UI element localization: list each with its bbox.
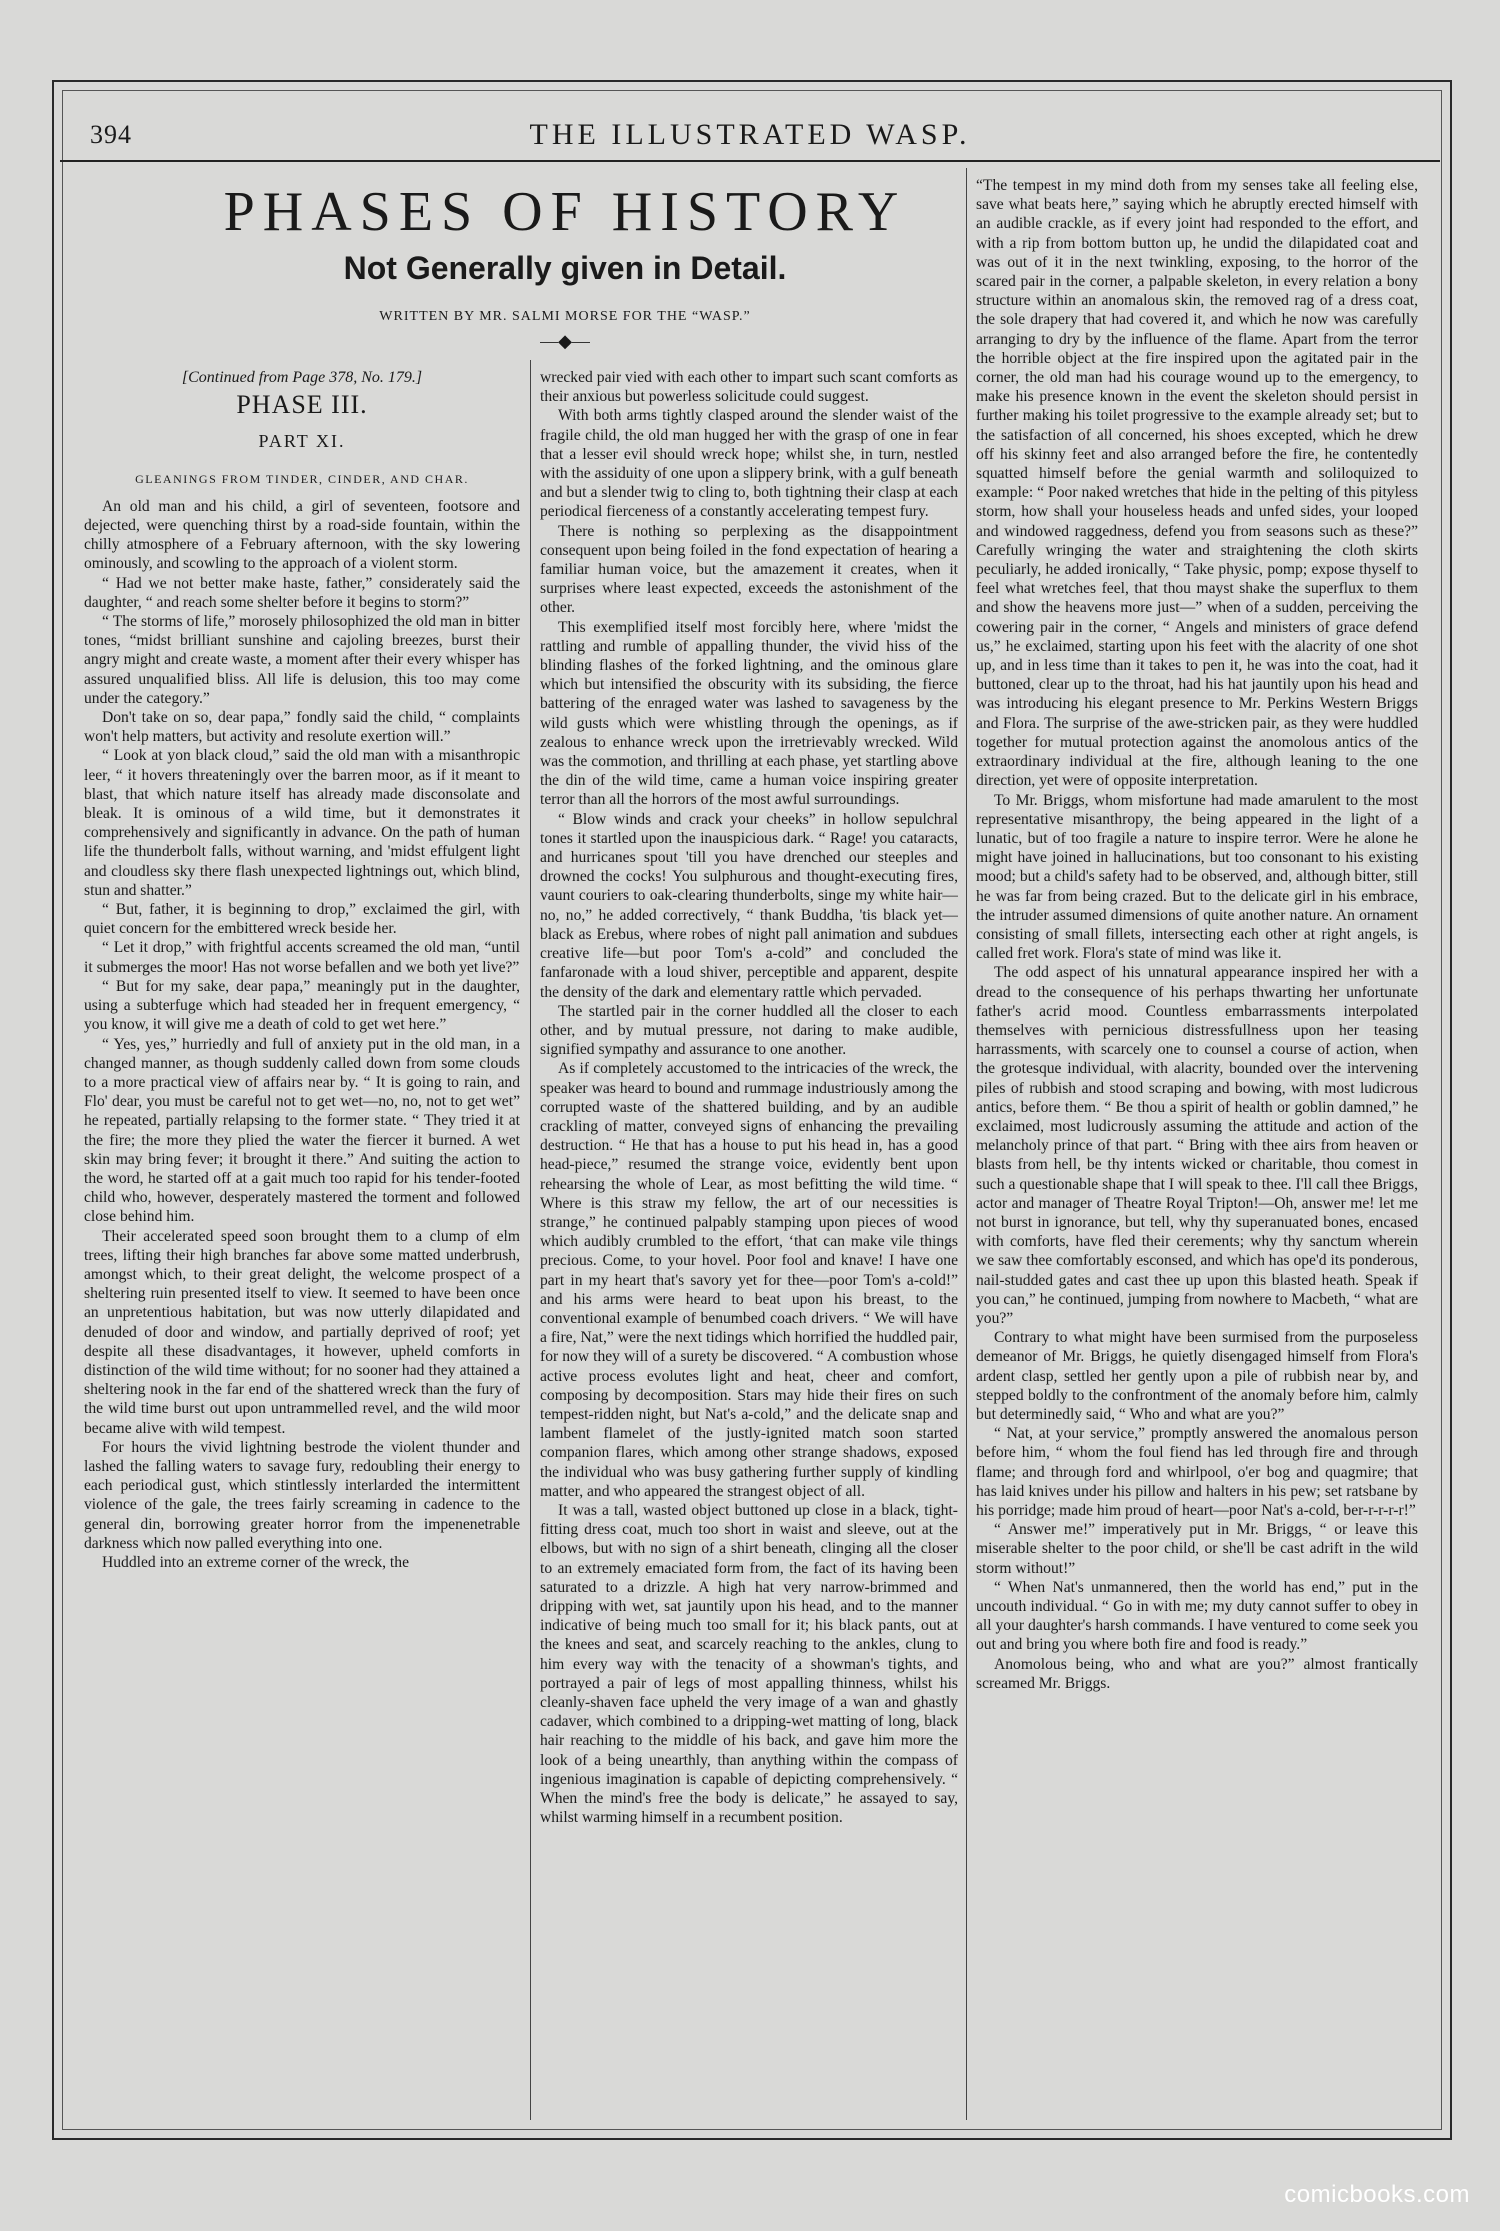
paragraph: There is nothing so perplexing as the disappointment consequent upon being foiled in the fond expectation of hearing a familiar human voice, but the amazement it creates, when it surprises where least expected, exceeds the astonishment of the other. [540,522,958,617]
paragraph: It was a tall, wasted object buttoned up close in a black, tight-fitting dress coat, much too short in waist and sleeve, out at the elbows, but with no sign of a shirt beneath, clinging all the closer to an extremely emaciated form from, the fact of its having been saturated to a drizzle. A high hat very narrow-brimmed and dripping with wet, sat jauntily upon his head, and to the manner indicative of being much too small for it; his black pants, out at the knees and seat, and scarcely reaching to the ankles, clung to him every way with the tenacity of a showman's tights, and portrayed a pair of legs of most appalling thinness, whilst his cleanly-shaven face upheld the very image of a wan and ghastly cadaver, which combined to a dripping-wet matting of long, black hair reaching to the middle of his back, and gave him more the look of a being unearthly, than anything within the compass of ingenious imagination is capable of depicting comprehensively. “ When the mind's free the body is delicate,” he assayed to say, whilst warming himself in a recumbent position. [540,1501,958,1827]
article-column-3 [976,176,1418,2128]
paragraph: “ Yes, yes,” hurriedly and full of anxiety put in the old man, in a changed manner, as though suddenly called down from some clouds to a more practical view of affairs near by. “ It is going to rain, and Flo' dear, you must be careful not to get wet—no, no, not to get wet” he repeated, partially relapsing to the former state. “ They tried it at the fire; the more they plied the water the fiercer it burned. A wet skin may bring fever; it brought it there.” And suiting the action to the word, he started off at a gait much too rapid for his tender-footed child who, however, desperately mastered the torment and followed close behind him. [84,1035,520,1226]
paragraph: “ Let it drop,” with frightful accents screamed the old man, “until it submerges the moor! Has not worse befallen and we both yet live?” [84,939,520,976]
paragraph: “ The storms of life,” morosely philosophized the old man in bitter tones, “midst brilliant sunshine and cajoling breezes, burst their angry might and create waste, a moment after their every whisper has assured unqualified bliss. All life is delusion, this too may come under the category.” [84,613,520,707]
paragraph: “The tempest in my mind doth from my senses take all feeling else, save what beats here,” saying which he abruptly erected himself with an audible crackle, as if every joint had responded to the effort, and with a rip from bottom button up, he undid the dilapidated coat and was out of it in the next twinkling, exposing, to the horror of the scared pair in the corner, a palpable skeleton, in every relation a bony structure within an anomalous skin, the removed rag of a dress coat, the sole drapery that had covered it, and which he now was carefully arranging to dry by the influence of the flame. Apart from the terror the horrible object at the fire inspired upon the agitated pair in the corner, the old man had his courage wound up to the emergency, to make his presence known in the event the skeleton should persist in further making his toilet progressive to the example already set; but to the satisfaction of all concerned, his shoes excepted, which he drew off his skinny feet and also arranged before the fire, he contentedly squatted himself before the genial warmth and soliloquized to example: “ Poor naked wretches that hide in the pelting of this pityless storm, how shall your houseless heads and unfed sides, your looped and windowed raggedness, defend you from seasons such as these?” Carefully wringing the water and straightening the cloth skirts peculiarly, he added ironically, “ Take physic, pomp; expose thyself to feel what wretches feel, that thou mayst shake the superflux to them and show the heavens more just—” when of a sudden, perceiving the cowering pair in the corner, “ Angels and ministers of grace defend us,” he exclaimed, starting upon his feet with the alacrity of one shot up, and in less time than it takes to pen it, he was into the coat, had it buttoned, clear up to the throat, had his hat jauntily upon his head and was introducing his elegant presence to Mr. Perkins Western Briggs and Flora. The surprise of the awe-stricken pair, as they were huddled together for mutual protection against the anomolous antics of the extraordinary individual at the fire, although leaning to the one direction, yet were of opposite interpretation. [976,177,1418,790]
column-2-body [540,368,958,1827]
continued-note: [Continued from Page 378, No. 179.] [181,369,423,386]
page-header [60,108,1440,158]
paragraph: Their accelerated speed soon brought them to a clump of elm trees, lifting their high branches far above some matted underbrush, amongst which, to their great delight, the welcome prospect of a sheltering ruin presented itself to view. It seemed to have been once an unpretentious habitation, but was now utterly dilapidated and denuded of door and window, and partially deprived of roof; yet despite all these disadvantages, it however, upheld comforts in distinction of the wild time without; for no sooner had they attained a sheltering nook in the far end of the shattered wreck than the fury of the wild time burst out upon untrammelled revel, and the wild moor became alive with wild tempest. [84,1227,520,1437]
paragraph: To Mr. Briggs, whom misfortune had made amarulent to the most representative misanthropy, the being appeared in the light of a lunatic, but of too fragile a nature to inspire terror. Were he alone he might have joined in hallucinations, but too consonant to his existing mood; but a child's safety had to be observed, and, although bitter, still he was far from being crazed. But to the delicate girl in his embrace, the intruder assumed dimensions of quite another nature. An ornament consisting of small fillets, intersecting each other at right angels, is called fret work. Flora's state of mind was like it. [976,791,1418,963]
header-rule [60,160,1440,162]
paragraph: “ Nat, at your service,” promptly answered the anomalous person before him, “ whom the foul fiend has led through fire and through flame; and through ford and whirlpool, o'er bog and quagmire; that has laid knives under his pillow and halters in his pew; set ratsbane by his porridge; made him proud of heart—poor Nat's a-cold, ber-r-r-r-r!” [976,1425,1418,1520]
paragraph: “ Answer me!” imperatively put in Mr. Briggs, “ or leave this miserable shelter to the poor child, or she'll be cast adrift in the wild storm without!” [976,1521,1418,1577]
paragraph: As if completely accustomed to the intricacies of the wreck, the speaker was heard to bound and rummage industriously among the corrupted waste of the shattered building, and by an audible crackling of matter, conveyed signs of enhancing the prevailing destruction. “ He that has a house to put his head in, has a good head-piece,” resumed the strange voice, evidently bent upon rehearsing the whole of Lear, as most befitting the wild time. “ Where is this straw my fellow, the art of our necessities is strange,” he continued palpably stamping upon pieces of wood which audibly crumbled to the effort, ‘that can make vile things precious. Come, to your hovel. Poor fool and knave! I have one part in my heart that's savory yet for thee—poor Tom's a-cold!” and his arms were heard to beat upon his breast, to the conventional example of benumbed coach drivers. “ We will have a fire, Nat,” were the next tidings which horrified the huddled pair, for now they will of a surety be discovered. “ A combustion whose active process evolutes light and heat, cheer and comfort, composing by decomposition. Stars may hide their fires on such tempest-ridden night, but Nat's a-cold,” and the delicate snap and lambent flamelet of the justly-ignited match soon started companion flares, which among other strange shadows, exposed the individual who was busy gathering further supply of kindling matter, and who appeared the strangest object of all. [540,1060,958,1500]
paragraph: Contrary to what might have been surmised from the purposeless demeanor of Mr. Briggs, he quietly disengaged himself from Flora's ardent clasp, settled her gently upon a pile of rubbish near by, and stepped boldly to the confrontment of the anomaly before him, calmly but determinedly said, “ Who and what are you?” [976,1329,1418,1423]
paragraph: For hours the vivid lightning bestrode the violent thunder and lashed the falling waters to savage fury, redoubling their energy to each periodical gust, which stintlessly interlarded the intermittent violence of the gale, the trees fairly screaming in cadence to the general din, borrowing greater horror from the impenenetrable darkness which now palled everything into one. [84,1438,520,1552]
article-subhead: Not Generally given in Detail. [343,250,787,286]
paragraph: “ Had we not better make haste, father,” considerately said the daughter, “ and reach some shelter before it begins to storm?” [84,574,520,611]
article-column-2 [540,368,958,2128]
paragraph: “ Blow winds and crack your cheeks” in hollow sepulchral tones it startled upon the inauspicious dark. “ Rage! you cataracts, and hurricanes spout 'till you have drenched our steeples and drowned the cocks! You sulphurous and thought-executing fires, vaunt couriers to oak-clearing thunderbolts, singe my white hair—no, no,” he added correctively, “ thank Buddha, 'tis black yet—black as Erebus, where robes of night pall animation and subdues creative life—but poor Tom's a-cold” and concluded the fanfaronade with a loud shiver, perceptible and apparent, despite the density of the dark and elementary rattle which pervaded. [540,810,958,1001]
article-column-1 [84,368,520,2128]
column-divider-2 [966,168,967,2120]
paragraph: wrecked pair vied with each other to impart such scant comforts as their anxious but powerless solicitude could suggest. [540,369,958,406]
column-3-body [976,176,1418,1693]
paragraph: “ Look at yon black cloud,” said the old man with a misanthropic leer, “ it hovers threateningly over the barren moor, as if it meant to blast, that which nature itself has already made disconsolate and bleak. It is ominous of a wild time, but it demonstrates it comprehensively and significantly in advance. On the path of human life the thunderbolt falls, without warning, and 'midst effulgent light and cloudless sky there flash unexpected lightnings out, which blind, stun and shatter.” [84,747,520,899]
paragraph: The odd aspect of his unnatural appearance inspired her with a dread to the consequence of his perhaps thwarting her unfortunate father's acrid mood. Countless embarrassments interpolated themselves with pernicious distressfullness upon her teasing harrassments, with scarcely one to counsel a course of action, when the grotesque individual, with alacrity, bounded over the intervening piles of rubbish and stood scraping and bowing, with most ludicrous antics, before them. “ Be thou a spirit of health or goblin damned,” he exclaimed, most ludicrously assuming the attitude and action of the melancholy prince of that part. “ Bring with thee airs from heaven or blasts from hell, be thy intents wicked or charitable, thou comest in such a questionable shape that I will speak to thee. I'll call thee Briggs, actor and manager of Theatre Royal Tripton!—Oh, answer me! let me not burst in ignorance, but tell, why thy superanuated bones, encased with comforts, have fled their cerements; why thy sanctum wherein we saw thee comfortably esconsed, and which has ope'd its ponderous, nail-studded gates and cast thee up upon this blasted heath. Speak if you can,” he continued, jumping from nowhere to Macbeth, “ what are you?” [976,964,1418,1327]
ornament-divider: ―◆― [540,331,590,351]
paragraph: The startled pair in the corner huddled all the closer to each other, and by mutual pressure, not daring to make audible, signified sympathy and assurance to one another. [540,1002,958,1059]
paragraph: This exemplified itself most forcibly here, where 'midst the rattling and rumble of appalling thunder, the vivid hiss of the blinding flashes of the forked lightning, and the ominous glare which but intensified the obscurity with its subsiding, the fierce battering of the enraged water was lashed to savageness by the wild gusts which were whistling through the openings, as if zealous to enhance wreck upon the irretrievably wrecked. Wild was the commotion, and thrilling at each phase, yet startling above the din of the wild time, came a human voice inspiring greater terror than all the horrors of the most awful surroundings. [540,618,958,809]
paragraph: An old man and his child, a girl of seventeen, footsore and dejected, were quenching thirst by a road-side fountain, within the chilly atmosphere of a February afternoon, with the sky lowering ominously, and scowling to the approach of a violent storm. [84,497,520,573]
page-number: 394 [90,120,132,149]
column-divider-1 [530,360,531,2120]
paragraph: “ But for my sake, dear papa,” meaningly put in the daughter, using a subterfuge which had steaded her in frequent emergency, “ you know, it will give me a death of cold to get wet here.” [84,977,520,1034]
part-title: PART XI. [258,431,346,452]
paragraph: “ But, father, it is beginning to drop,” exclaimed the girl, with quiet concern for the embittered wreck beside her. [84,901,520,938]
paragraph: Anomolous being, who and what are you?” almost frantically screamed Mr. Briggs. [976,1655,1418,1692]
magazine-title: THE ILLUSTRATED WASP. [529,118,971,151]
section-title: GLEANINGS FROM TINDER, CINDER, AND CHAR. [135,471,469,486]
article-headline: PHASES OF HISTORY [223,181,907,243]
column-1-body [84,497,520,1572]
article-byline: WRITTEN BY MR. SALMI MORSE FOR THE “WASP.” [379,309,751,324]
phase-title: PHASE III. [236,390,368,420]
watermark: comicbooks.com [1284,2181,1470,2208]
paragraph: “ When Nat's unmannered, then the world has end,” put in the uncouth individual. “ Go in with me; my duty cannot suffer to obey in all your daughter's harsh commands. I have ventured to come seek you out and bring you where both fire and food is ready.” [976,1578,1418,1654]
paragraph: Don't take on so, dear papa,” fondly said the child, “ complaints won't help matters, but activity and resolute exertion will.” [84,709,520,746]
paragraph: With both arms tightly clasped around the slender waist of the fragile child, the old man hugged her with the grasp of one in fear that a lesser evil should wreck hope; whilst she, in turn, nestled with the assiduity of one upon a slippery brink, with a gulf beneath and but a slender twig to cling to, both tightning their clasp at each periodical fierceness of a constantly accelerating tempest fury. [540,407,958,521]
paragraph: Huddled into an extreme corner of the wreck, the [102,1553,409,1571]
article-header [165,180,965,352]
